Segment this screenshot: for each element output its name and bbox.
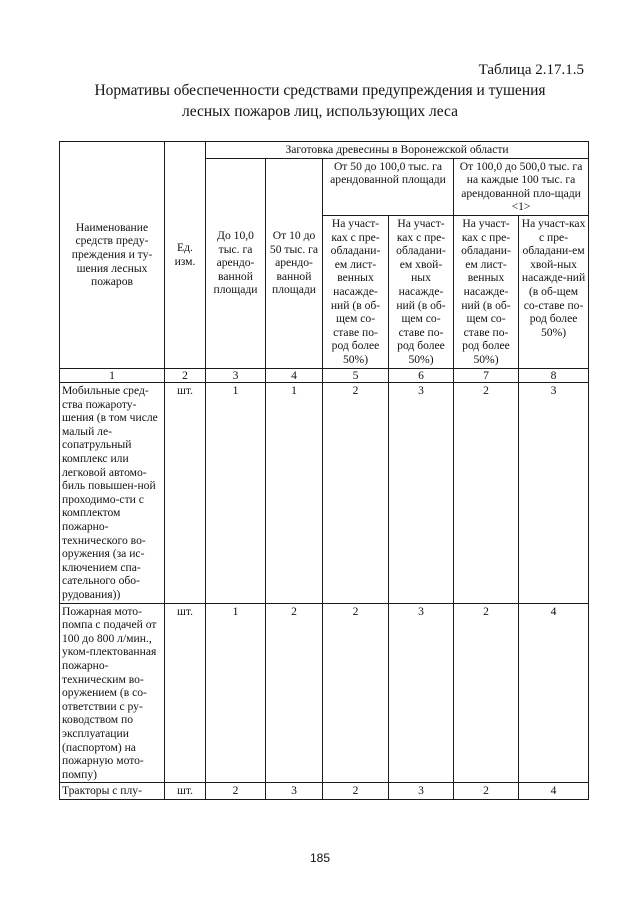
column-number: 8 bbox=[519, 368, 589, 383]
document-title bbox=[60, 80, 580, 122]
row-value: 2 bbox=[266, 603, 323, 783]
column-numbers-row bbox=[60, 368, 589, 383]
row-value: 1 bbox=[206, 603, 266, 783]
page-number: 185 bbox=[309, 851, 331, 865]
header-col-4: От 10 до 50 тыс. га арендо-ванной площади bbox=[266, 158, 323, 368]
row-value: 3 bbox=[266, 783, 323, 800]
header-subgroup-1: От 50 до 100,0 тыс. га арендованной площади bbox=[323, 158, 454, 215]
header-group: Заготовка древесины в Воронежской области bbox=[206, 142, 589, 159]
column-number: 5 bbox=[323, 368, 389, 383]
table-row bbox=[60, 783, 589, 800]
column-number: 3 bbox=[206, 368, 266, 383]
row-value: 3 bbox=[389, 383, 454, 604]
header-col-7: На участ-ках с пре-обладани-ем лист-венных насажде-ний (в об-щем со-ставе по-род более 50%) bbox=[454, 215, 519, 368]
header-name-column: Наименование средств преду-преждения и ту-шения лесных пожаров bbox=[60, 142, 165, 369]
row-value: 2 bbox=[454, 783, 519, 800]
row-value: 1 bbox=[266, 383, 323, 604]
norms-table bbox=[59, 141, 589, 800]
row-value: 2 bbox=[323, 383, 389, 604]
table-row bbox=[60, 603, 589, 783]
column-number: 2 bbox=[165, 368, 206, 383]
row-value: 3 bbox=[389, 783, 454, 800]
row-value: 4 bbox=[519, 603, 589, 783]
column-number: 4 bbox=[266, 368, 323, 383]
header-col-8: На участ-ках с пре-обладани-ем хвой-ных насажде-ний (в об-щем со-ставе по-род более 50%) bbox=[519, 215, 589, 368]
row-value: 3 bbox=[389, 603, 454, 783]
row-unit: шт. bbox=[165, 783, 206, 800]
row-item-name: Мобильные сред-ства пожароту-шения (в том числе малый ле-сопатрульный комплекс или легковой автомо-биль повышен-ной проходимо-сти с комплектом пожарно-технического во-оружения (за ис-ключением спа-сательного обо-рудования)) bbox=[60, 383, 165, 604]
row-value: 3 bbox=[519, 383, 589, 604]
header-col-5: На участ-ках с пре-обладани-ем лист-венных насажде-ний (в об-щем со-ставе по-род более 50%) bbox=[323, 215, 389, 368]
title-line-1: Нормативы обеспеченности средствами предупреждения и тушения bbox=[94, 82, 546, 99]
row-value: 1 bbox=[206, 383, 266, 604]
row-item-name: Пожарная мото-помпа с подачей от 100 до 800 л/мин., уком-плектованная пожарно-техническим во-оружением (в со-ответствии с ру-ководством по эксплуатации (паспортом) на пожарную мото-помпу) bbox=[60, 603, 165, 783]
header-row-1 bbox=[60, 142, 589, 159]
row-unit: шт. bbox=[165, 383, 206, 604]
row-value: 2 bbox=[454, 603, 519, 783]
header-unit-column: Ед. изм. bbox=[165, 142, 206, 369]
header-subgroup-2: От 100,0 до 500,0 тыс. га на каждые 100 тыс. га арендованной пло-щади <1> bbox=[454, 158, 589, 215]
row-value: 2 bbox=[454, 383, 519, 604]
row-unit: шт. bbox=[165, 603, 206, 783]
row-value: 4 bbox=[519, 783, 589, 800]
header-col-6: На участ-ках с пре-обладани-ем хвой-ных насажде-ний (в об-щем со-ставе по-род более 50%) bbox=[389, 215, 454, 368]
table-reference: Таблица 2.17.1.5 bbox=[478, 62, 584, 78]
row-value: 2 bbox=[206, 783, 266, 800]
column-number: 7 bbox=[454, 368, 519, 383]
column-number: 1 bbox=[60, 368, 165, 383]
row-value: 2 bbox=[323, 783, 389, 800]
title-line-2: лесных пожаров лиц, использующих леса bbox=[182, 103, 458, 120]
column-number: 6 bbox=[389, 368, 454, 383]
row-value: 2 bbox=[323, 603, 389, 783]
header-col-3: До 10,0 тыс. га арендо-ванной площади bbox=[206, 158, 266, 368]
table-row bbox=[60, 383, 589, 604]
row-item-name: Тракторы с плу- bbox=[60, 783, 165, 800]
